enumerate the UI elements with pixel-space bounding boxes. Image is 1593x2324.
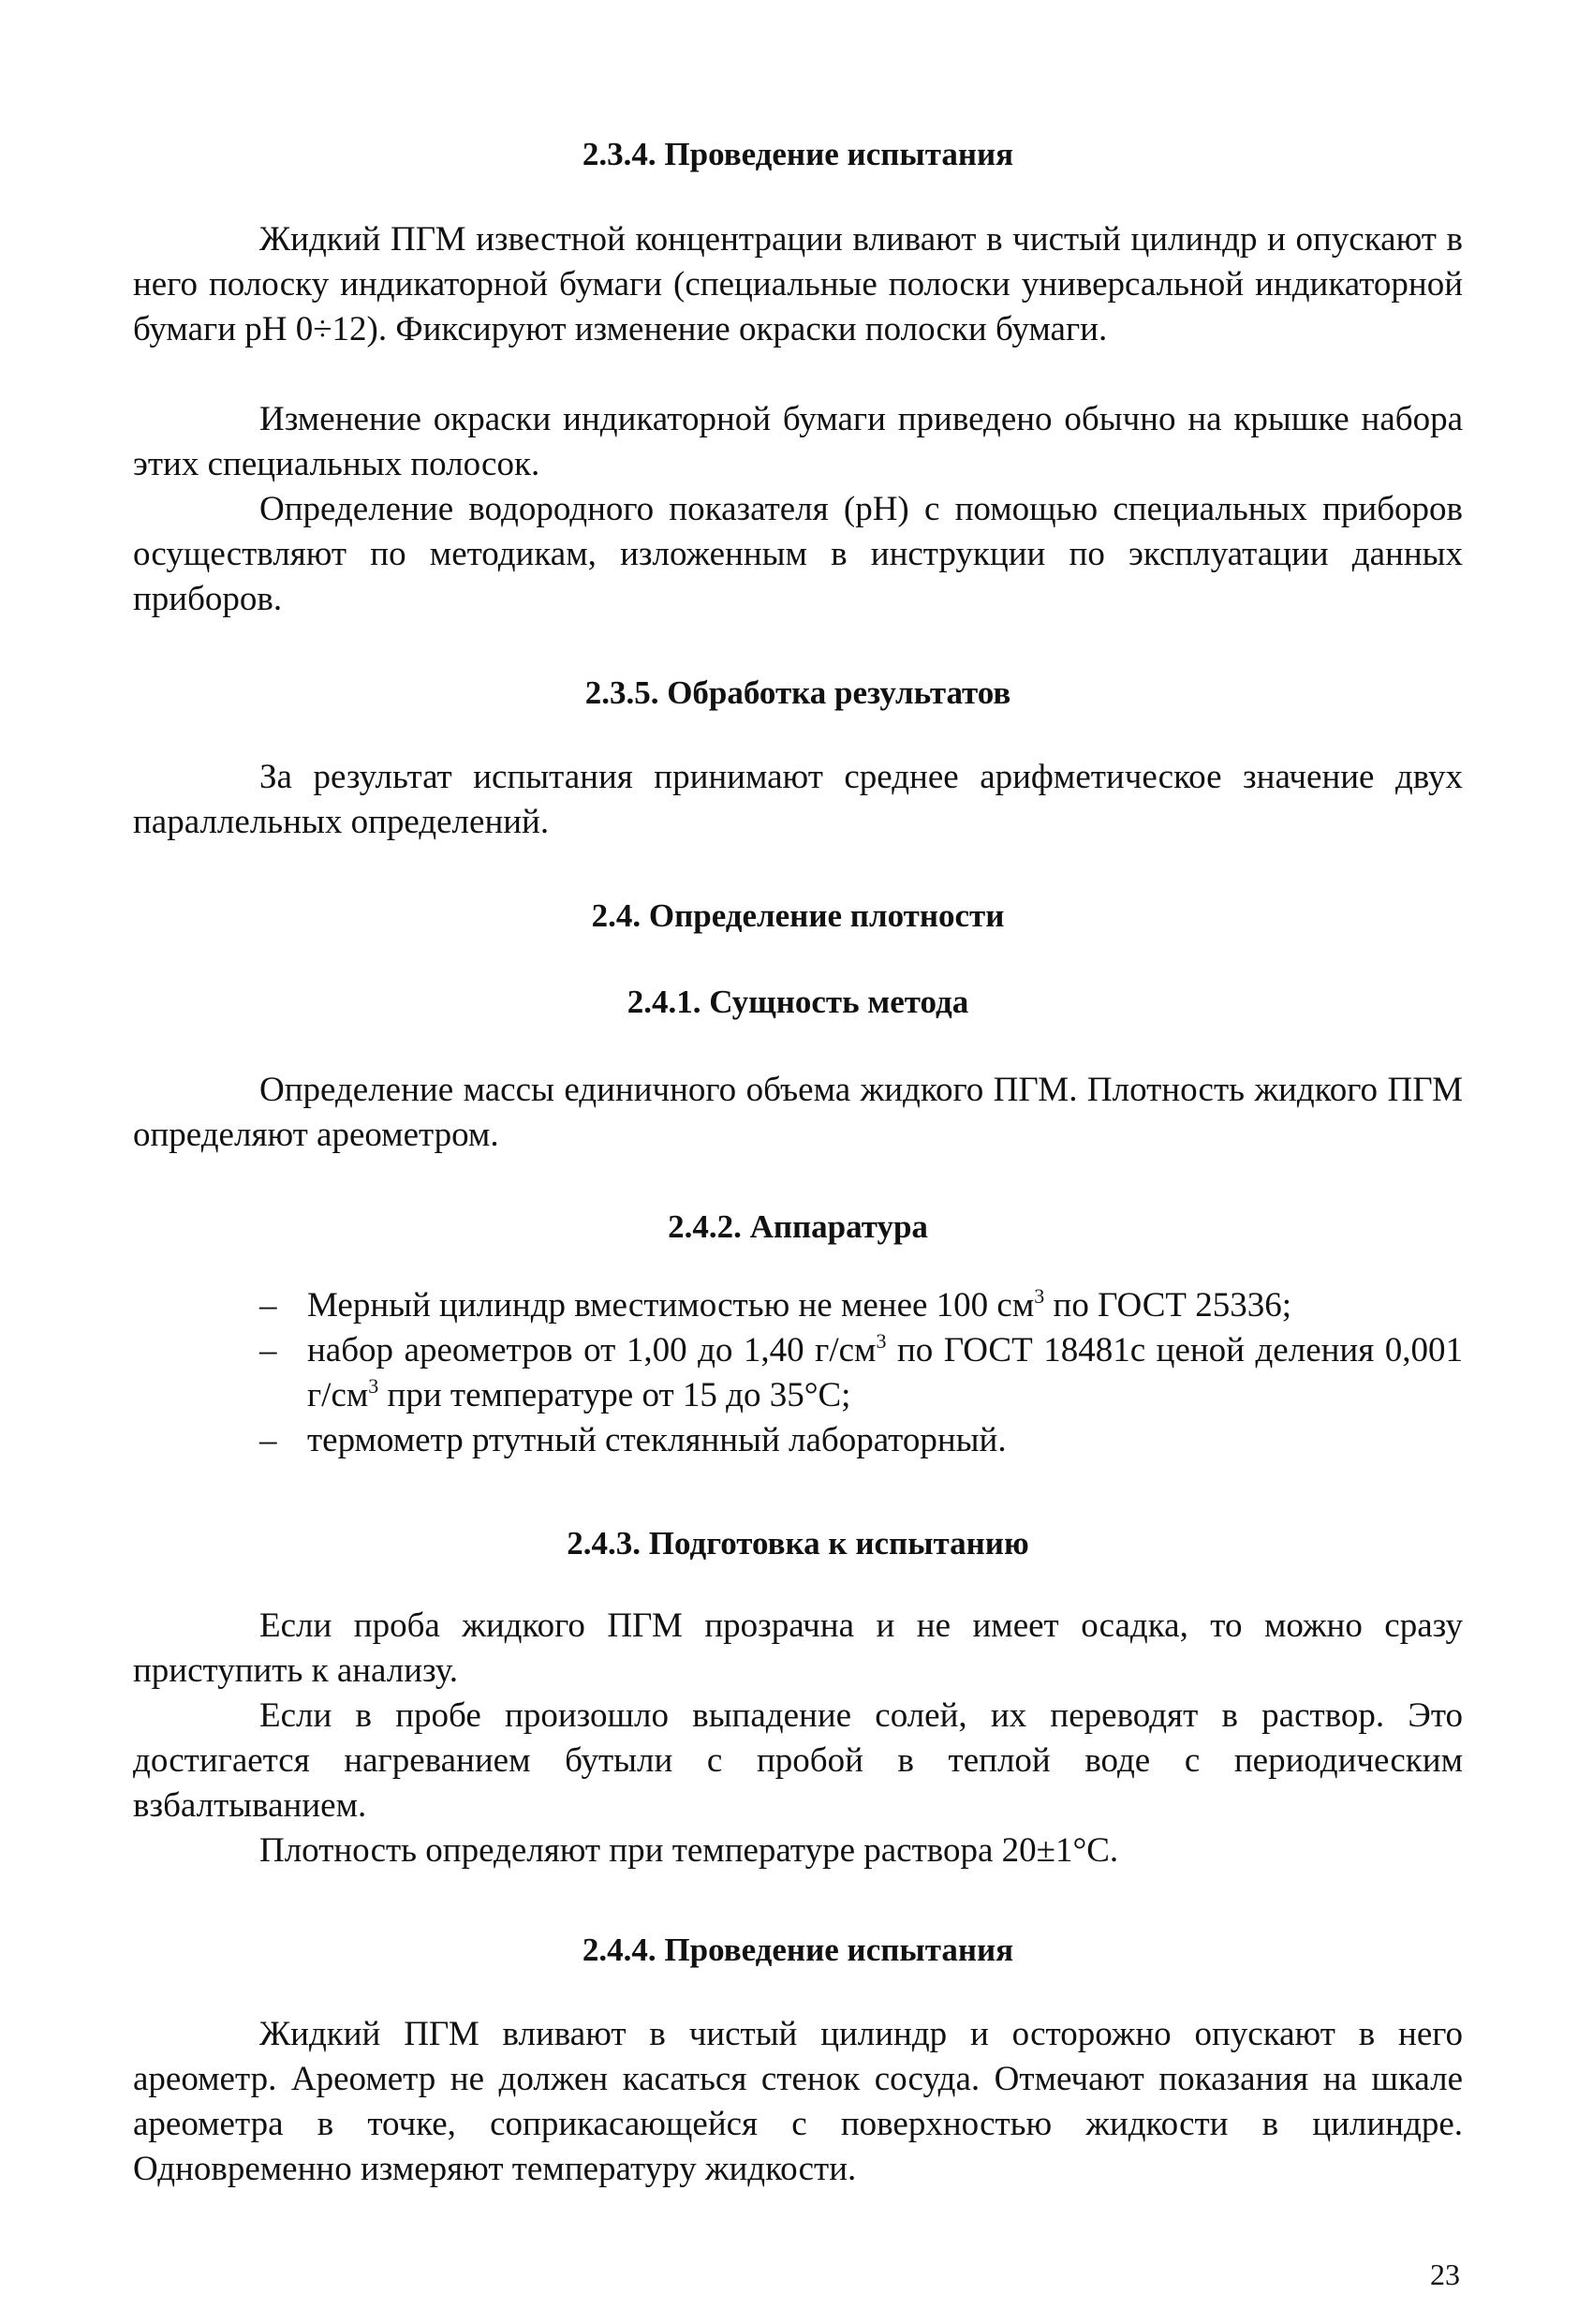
paragraph: Если в пробе произошло выпадение солей, их переводят в раствор. Это достигается нагреванием бутыли с пробой в теплой воде с периодическим взбалтыванием. — [133, 1696, 1463, 1825]
paragraph: За результат испытания принимают среднее арифметическое значение двух параллельных определений. — [133, 758, 1463, 841]
list-dash: – — [259, 1286, 277, 1325]
list-item: – термометр ртутный стеклянный лабораторный. — [133, 1418, 1463, 1463]
section-heading-2-3-5: 2.3.5. Обработка результатов — [584, 674, 1011, 711]
list-dash: – — [259, 1331, 277, 1369]
paragraph: Жидкий ПГМ известной концентрации вливают в чистый цилиндр и опускают в него полоску индикаторной бумаги (специальные полоски универсальной индикаторной бумаги pH 0÷12). Фиксируют изменение окраски полоски бумаги. — [133, 220, 1463, 348]
paragraph: Определение водородного показателя (pH) с помощью специальных приборов осуществляют по методикам, изложенным в инструкции по эксплуатации данных приборов. — [133, 490, 1463, 618]
list-dash: – — [259, 1421, 277, 1459]
list-item: – набор ареометров от 1,00 до 1,40 $г/см^3$ по ГОСТ 18481с ценой деления 0,001 $г/см^3$ при температуре от 15 до 35°С; — [259, 1329, 1463, 1414]
paragraph: Определение массы единичного объема жидкого ПГМ. Плотность жидкого ПГМ определяют ареометром. — [133, 1071, 1463, 1154]
section-heading-2-4-4: 2.4.4. Проведение испытания — [582, 1932, 1014, 1968]
section-heading-2-4-3: 2.4.3. Подготовка к испытанию — [567, 1525, 1029, 1562]
equipment-list — [133, 1283, 1463, 1463]
paragraph: Жидкий ПГМ вливают в чистый цилиндр и осторожно опускают в него ареометр. Ареометр не должен касаться стенок сосуда. Отмечают показания на шкале ареометра в точке, соприкасающейся с поверхностью жидкости в цилиндре. Одновременно измеряют температуру жидкости. — [133, 2015, 1463, 2188]
page-number: 23 — [1430, 2257, 1460, 2291]
paragraph: Если проба жидкого ПГМ прозрачна и не имеет осадка, то можно сразу приступить к анализу. — [133, 1606, 1463, 1690]
list-item: – Мерный цилиндр вместимостью не менее 100 $см^3$ по ГОСТ 25336; — [133, 1283, 1463, 1328]
paragraph: Плотность определяют при температуре раствора 20±1°С. — [259, 1831, 1119, 1870]
section-heading-2-3-4: 2.3.4. Проведение испытания — [582, 136, 1014, 172]
section-heading-2-4: 2.4. Определение плотности — [591, 897, 1005, 934]
section-heading-2-4-2: 2.4.2. Аппаратура — [668, 1208, 928, 1245]
paragraph: Изменение окраски индикаторной бумаги приведено обычно на крышке набора этих специальных полосок. — [133, 400, 1463, 483]
section-heading-2-4-1: 2.4.1. Сущность метода — [627, 984, 969, 1020]
